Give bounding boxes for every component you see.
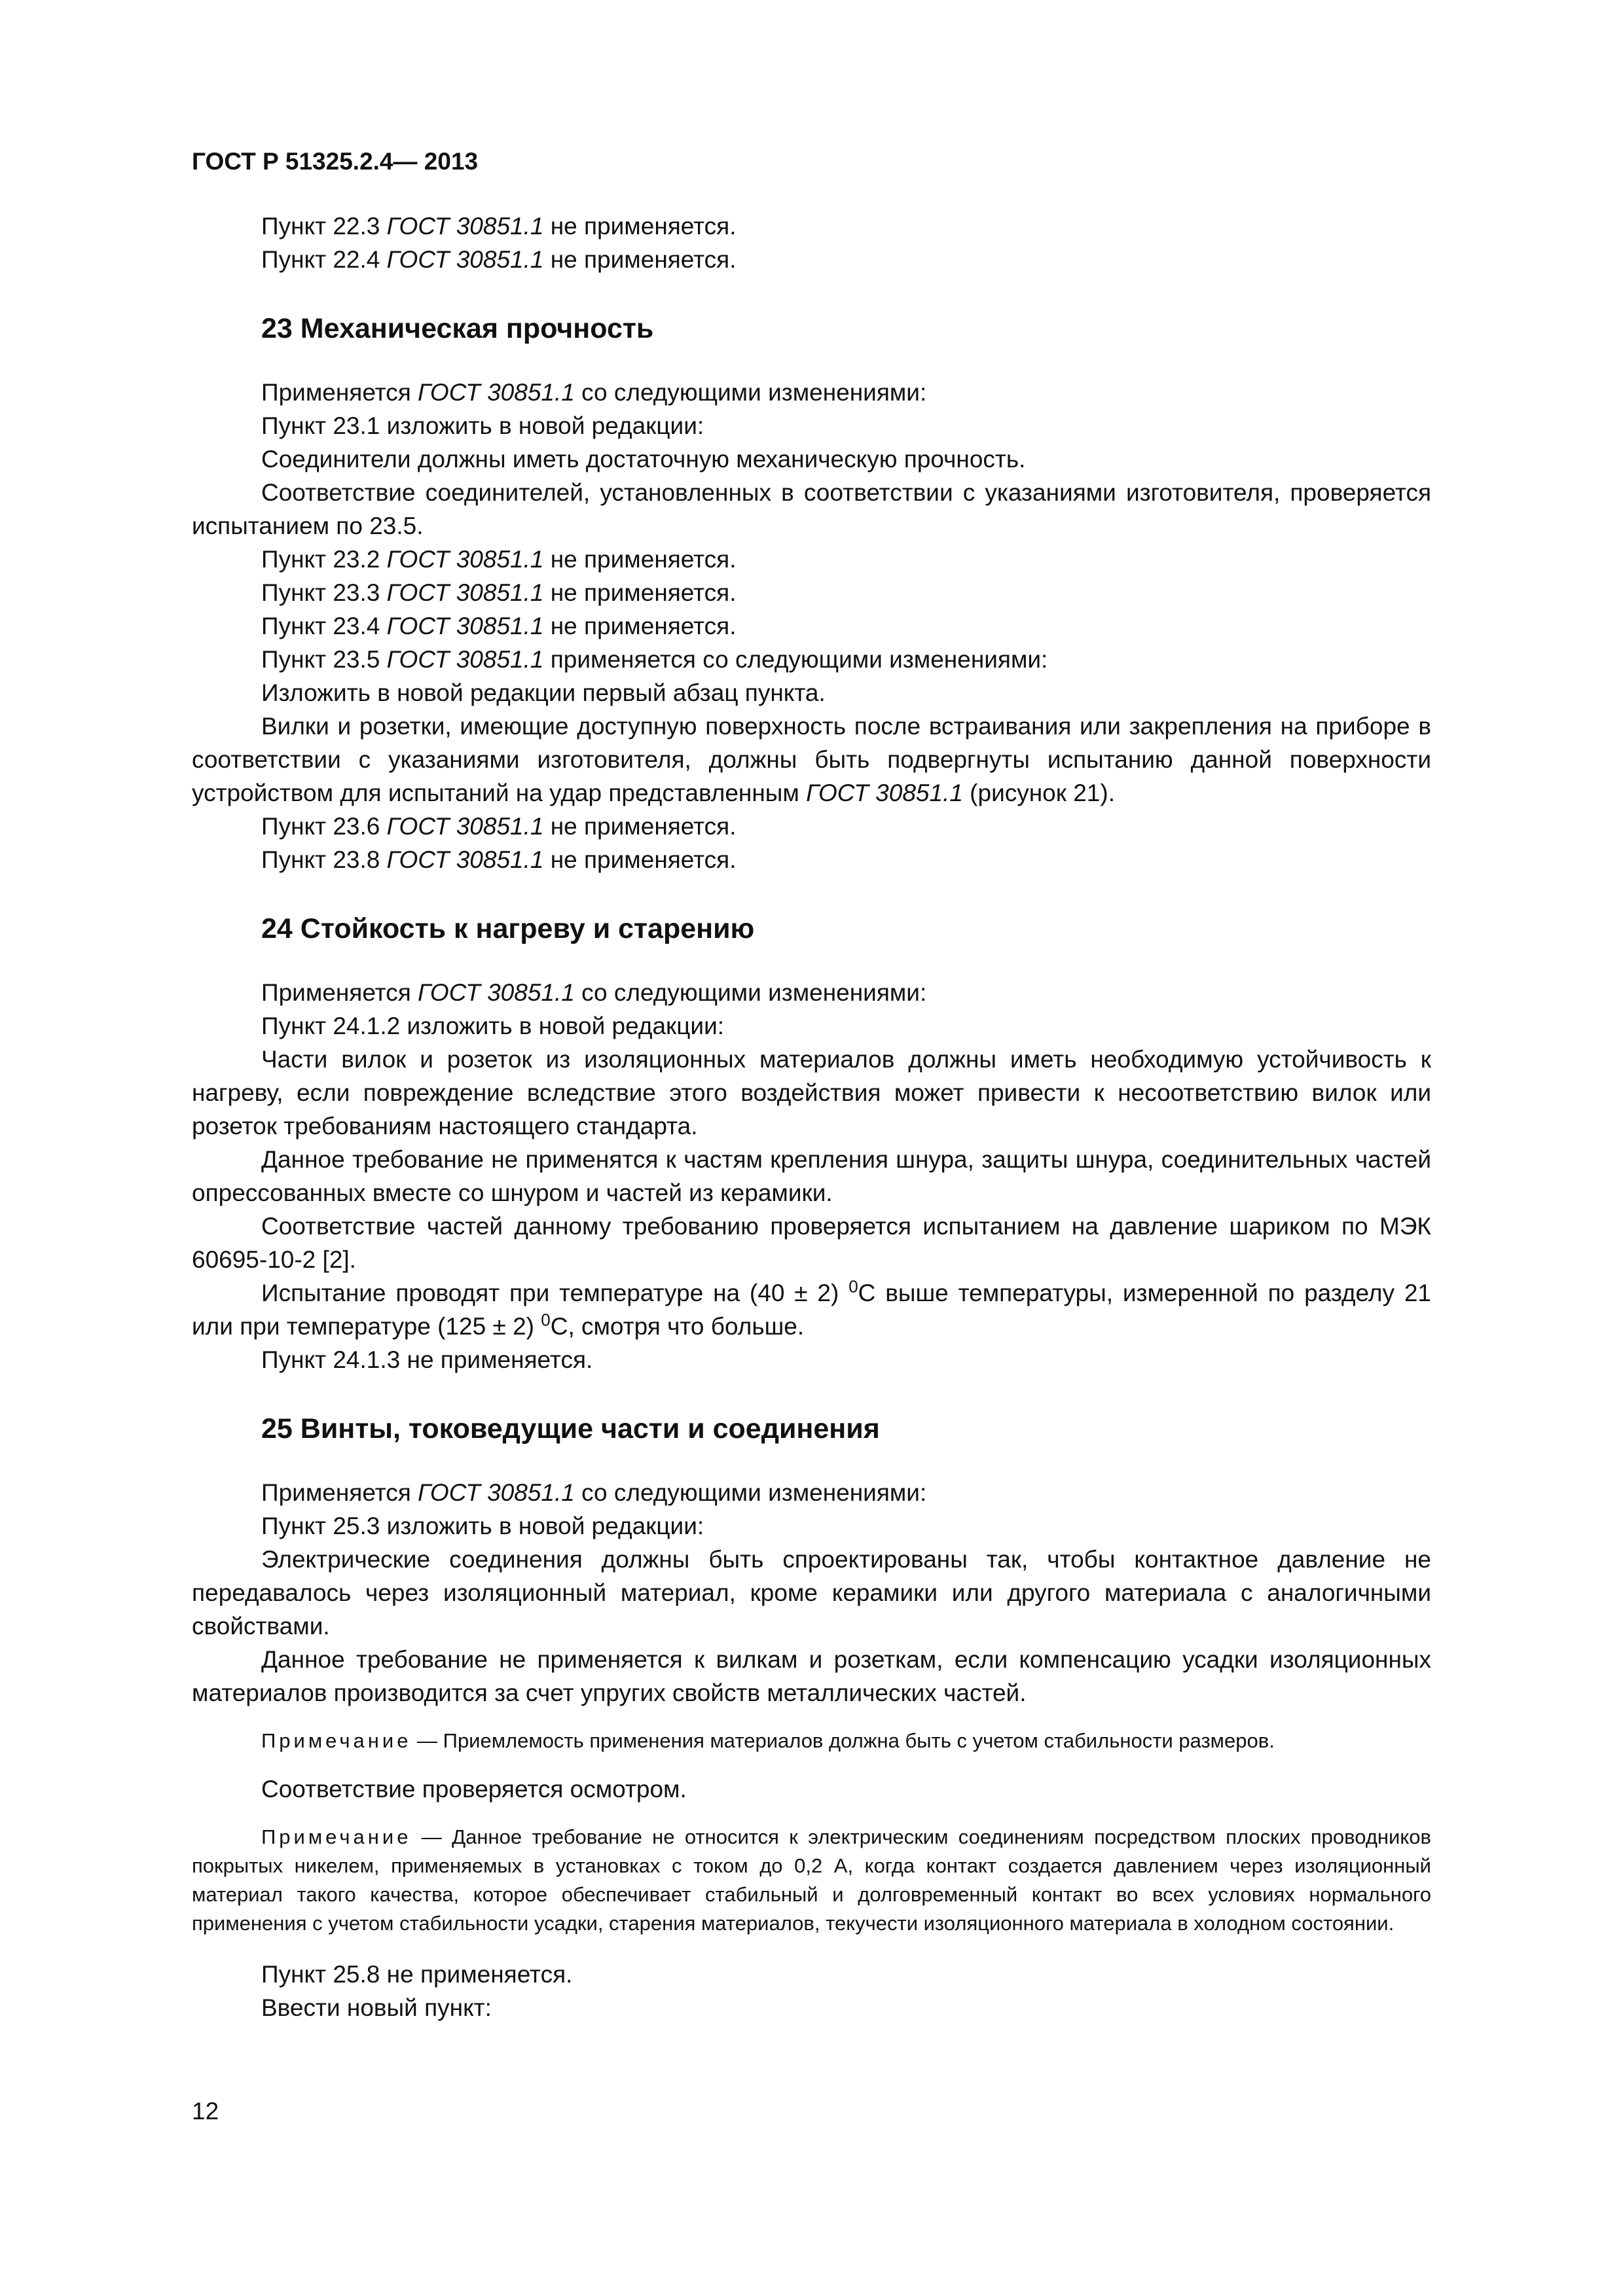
paragraph: Пункт 23.5 ГОСТ 30851.1 применяется со следующими изменениями: bbox=[261, 646, 1048, 673]
note-label: Примечание bbox=[261, 1825, 412, 1848]
section-heading-23: 23 Механическая прочность bbox=[261, 313, 654, 344]
paragraph: Пункт 23.2 ГОСТ 30851.1 не применяется. bbox=[261, 546, 737, 573]
paragraph: Пункт 22.4 ГОСТ 30851.1 не применяется. bbox=[261, 246, 737, 273]
note-label: Примечание bbox=[261, 1729, 412, 1752]
standard-reference: ГОСТ 30851.1 bbox=[386, 246, 544, 273]
paragraph: Пункт 24.1.2 изложить в новой редакции: bbox=[261, 1013, 725, 1039]
section-heading-24: 24 Стойкость к нагреву и старению bbox=[261, 913, 755, 944]
paragraph: Пункт 25.3 изложить в новой редакции: bbox=[261, 1513, 704, 1539]
paragraph: Пункт 23.1 изложить в новой редакции: bbox=[261, 412, 704, 439]
standard-reference: ГОСТ 30851.1 bbox=[386, 546, 544, 573]
paragraph: Пункт 24.1.3 не применяется. bbox=[261, 1346, 593, 1373]
paragraph: Изложить в новой редакции первый абзац пункта. bbox=[261, 679, 826, 706]
paragraph: Данное требование не применяется к вилкам и розеткам, если компенсацию усадки изоляционных материалов производится за счет упругих свойств металлических частей. bbox=[192, 1646, 1431, 1706]
paragraph: Данное требование не применятся к частям крепления шнура, защиты шнура, соединительных частей опрессованных вместе со шнуром и частей из керамики. bbox=[192, 1146, 1431, 1206]
paragraph: Применяется ГОСТ 30851.1 со следующими изменениями: bbox=[261, 979, 927, 1006]
note: Примечание — Данное требование не относится к электрическим соединениям посредством плоских проводников покрытых никелем, применяемых в установках с током до 0,2 А, когда контакт создается давлением через изоляционный материал такого качества, которое обеспечивает стабильный и долговременный контакт во всех условиях нормального применения с учетом стабильности усадки, старения материалов, текучести изоляционного материала в холодном состоянии. bbox=[192, 1825, 1431, 1935]
note: Примечание — Приемлемость применения материалов должна быть с учетом стабильности размеров. bbox=[261, 1729, 1275, 1752]
paragraph: Вилки и розетки, имеющие доступную поверхность после встраивания или закрепления на приборе в соответствии с указаниями изготовителя, должны быть подвергнуты испытанию данной поверхности устройством для испытаний на удар представленным ГОСТ 30851.1 (рисунок 21). bbox=[192, 713, 1431, 806]
document-body bbox=[192, 209, 1431, 2024]
section-heading-25: 25 Винты, токоведущие части и соединения bbox=[261, 1413, 880, 1444]
page-number: 12 bbox=[192, 2098, 219, 2125]
paragraph: Пункт 23.6 ГОСТ 30851.1 не применяется. bbox=[261, 813, 737, 840]
paragraph: Пункт 23.3 ГОСТ 30851.1 не применяется. bbox=[261, 579, 737, 606]
standard-reference: ГОСТ 30851.1 bbox=[418, 379, 575, 406]
paragraph: Применяется ГОСТ 30851.1 со следующими изменениями: bbox=[261, 379, 927, 406]
document-id: ГОСТ Р 51325.2.4— 2013 bbox=[192, 148, 479, 175]
paragraph: Пункт 23.4 ГОСТ 30851.1 не применяется. bbox=[261, 613, 737, 639]
standard-reference: ГОСТ 30851.1 bbox=[386, 813, 544, 840]
standard-reference: ГОСТ 30851.1 bbox=[386, 579, 544, 606]
paragraph: Соответствие проверяется осмотром. bbox=[261, 1776, 687, 1803]
paragraph: Соединители должны иметь достаточную механическую прочность. bbox=[261, 446, 1026, 473]
paragraph: Применяется ГОСТ 30851.1 со следующими изменениями: bbox=[261, 1479, 927, 1506]
standard-reference: ГОСТ 30851.1 bbox=[418, 1479, 575, 1506]
superscript: 0 bbox=[541, 1310, 551, 1330]
paragraph: Пункт 23.8 ГОСТ 30851.1 не применяется. bbox=[261, 846, 737, 873]
standard-reference: ГОСТ 30851.1 bbox=[386, 846, 544, 873]
paragraph: Соответствие частей данному требованию проверяется испытанием на давление шариком по МЭК 60695-10-2 [2]. bbox=[192, 1213, 1431, 1273]
standard-reference: ГОСТ 30851.1 bbox=[386, 613, 544, 639]
paragraph: Пункт 22.3 ГОСТ 30851.1 не применяется. bbox=[261, 213, 737, 240]
standard-reference: ГОСТ 30851.1 bbox=[806, 780, 963, 806]
paragraph: Соответствие соединителей, установленных в соответствии с указаниями изготовителя, проверяется испытанием по 23.5. bbox=[192, 479, 1431, 539]
paragraph: Части вилок и розеток из изоляционных материалов должны иметь необходимую устойчивость к нагреву, если повреждение вследствие этого воздействия может привести к несоответствию вилок или розеток требованиям настоящего стандарта. bbox=[192, 1046, 1431, 1139]
paragraph: Испытание проводят при температуре на (40 ± 2) $^0$С выше температуры, измеренной по разделу 21 или при температуре (125 ± 2) $^0$С, смотря что больше. bbox=[192, 1276, 1432, 1340]
standard-reference: ГОСТ 30851.1 bbox=[386, 646, 544, 673]
paragraph: Ввести новый пункт: bbox=[261, 1994, 492, 2021]
paragraph: Пункт 25.8 не применяется. bbox=[261, 1961, 573, 1988]
superscript: 0 bbox=[848, 1276, 858, 1297]
paragraph: Электрические соединения должны быть спроектированы так, чтобы контактное давление не передавалось через изоляционный материал, кроме керамики или другого материала с аналогичными свойствами. bbox=[192, 1546, 1431, 1640]
standard-reference: ГОСТ 30851.1 bbox=[418, 979, 575, 1006]
standard-reference: ГОСТ 30851.1 bbox=[386, 213, 544, 240]
